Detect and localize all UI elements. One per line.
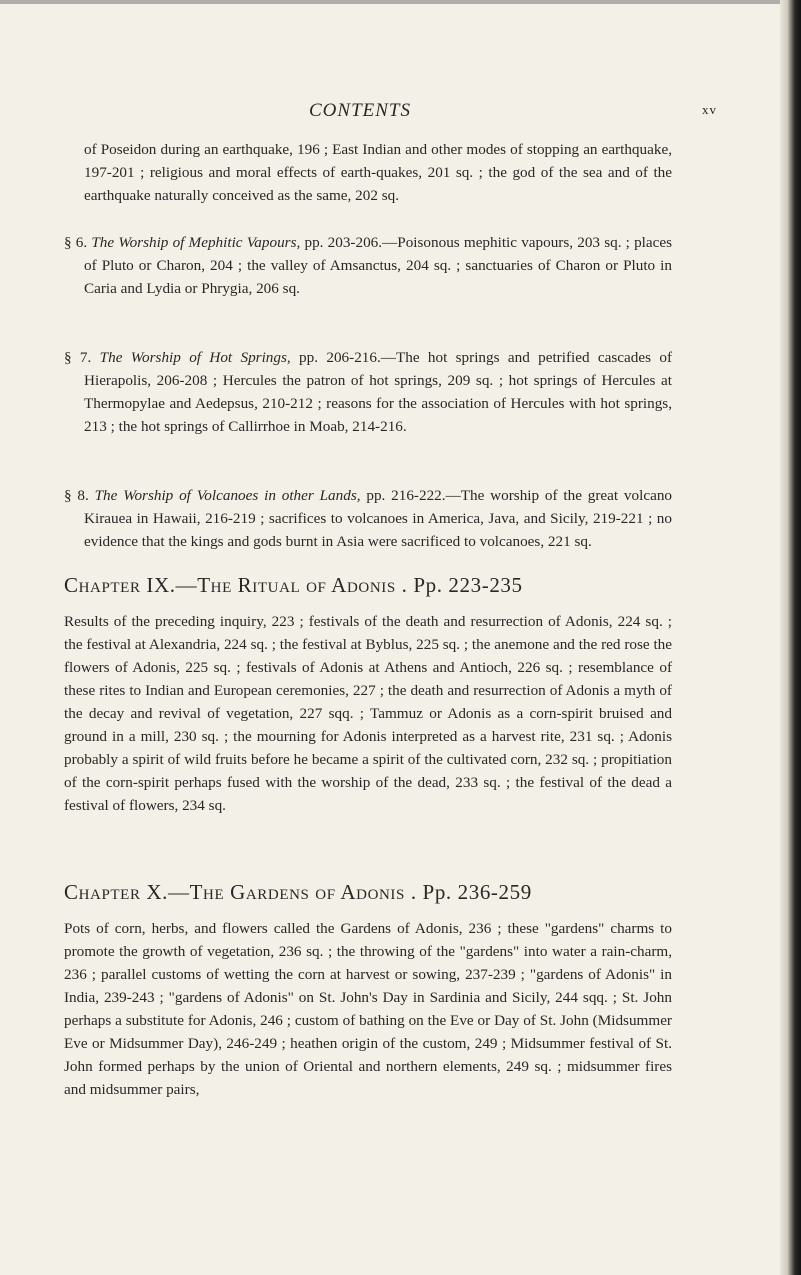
running-head-title: CONTENTS <box>309 100 411 121</box>
page-number: xv <box>702 102 717 117</box>
chapter-heading-text: Chapter IX.—The Ritual of Adonis <box>64 573 396 597</box>
page-top-edge <box>0 0 780 4</box>
continuation-text: of Poseidon during an earthquake, 196 ; East Indian and other modes of stopping an earthquake, 197-201 ; religious and moral effects of earth-quakes, 201 sq. ; the god of the sea and of the earthquake naturally conceived as the same, 202 sq. <box>84 141 672 204</box>
chapter-9-summary <box>64 610 672 817</box>
section-6 <box>64 231 672 300</box>
chapter-summary-text: Pots of corn, herbs, and flowers called the Gardens of Adonis, 236 ; these "gardens" charms to promote the growth of vegetation, 236 sq. ; the throwing of the "gardens" into water a rain-charm, 236 ; parallel customs of wetting the corn at harvest or sowing, 237-239 ; "gardens of Adonis" in India, 239-243 ; "gardens of Adonis" on St. John's Day in Sardinia and Sicily, 244 sqq. ; St. John perhaps a substitute for Adonis, 246 ; custom of bathing on the Eve or Day of St. John (Midsummer Eve or Midsummer Day), 246-249 ; heathen origin of the custom, 249 ; Midsummer festival of St. John formed perhaps by the union of Oriental and northern elements, 249 sq. ; midsummer fires and midsummer pairs, <box>64 920 672 1098</box>
chapter-10-summary <box>64 917 672 1101</box>
section-7 <box>64 346 672 438</box>
section-number: § 8. <box>64 487 89 504</box>
section-text: pp. 216-222.—The worship of the great volcano Kirauea in Hawaii, 216-219 ; sacrifices to volcanoes in America, Java, and Sicily, 219-221 ; no evidence that the kings and gods burnt in Asia were sacrificed to volcanoes, 221 sq. <box>84 487 673 550</box>
chapter-10-heading <box>64 880 704 905</box>
chapter-pages: . Pp. 223-235 <box>401 573 523 597</box>
chapter-summary-text: Results of the preceding inquiry, 223 ; festivals of the death and resurrection of Adonis, 224 sq. ; the festival at Alexandria, 224 sq. ; the festival at Byblus, 225 sq. ; the anemone and the red rose the flowers of Adonis, 225 sq. ; festivals of Adonis at Athens and Antioch, 226 sq. ; resemblance of these rites to Indian and European ceremonies, 227 ; the death and resurrection of Adonis a myth of the decay and revival of vegetation, 227 sqq. ; Tammuz or Adonis as a corn-spirit bruised and ground in a mill, 230 sq. ; the mourning for Adonis interpreted as a harvest rite, 231 sq. ; Adonis probably a spirit of wild fruits before he became a spirit of the cultivated corn, 232 sq. ; propitiation of the corn-spirit perhaps fused with the worship of the dead, 233 sq. ; the festival of the dead a festival of flowers, 234 sq. <box>64 613 672 814</box>
chapter-heading-text: Chapter X.—The Gardens of Adonis <box>64 880 405 904</box>
section-text: pp. 206-216.—The hot springs and petrified cascades of Hierapolis, 206-208 ; Hercules the patron of hot springs, 209 sq. ; hot springs of Hercules at Thermopylae and Aedepsus, 210-212 ; reasons for the association of Hercules with hot springs, 213 ; the hot springs of Callirrhoe in Moab, 214-216. <box>84 349 673 435</box>
continuation-paragraph <box>64 138 672 207</box>
section-title: The Worship of Mephitic Vapours, <box>91 234 301 251</box>
chapter-9-heading <box>64 573 704 598</box>
section-title: The Worship of Hot Springs, <box>99 349 291 366</box>
section-title: The Worship of Volcanoes in other Lands, <box>94 487 361 504</box>
section-text: pp. 203-206.—Poisonous mephitic vapours, 203 sq. ; places of Pluto or Charon, 204 ; the valley of Amsanctus, 204 sq. ; sanctuaries of Charon or Pluto in Caria and Lydia or Phrygia, 206 sq. <box>84 234 673 297</box>
running-head <box>0 100 780 124</box>
section-number: § 6. <box>64 234 88 251</box>
section-number: § 7. <box>64 349 92 366</box>
chapter-pages: . Pp. 236-259 <box>410 880 532 904</box>
book-spine-edge <box>780 0 801 1275</box>
section-8 <box>64 484 672 553</box>
